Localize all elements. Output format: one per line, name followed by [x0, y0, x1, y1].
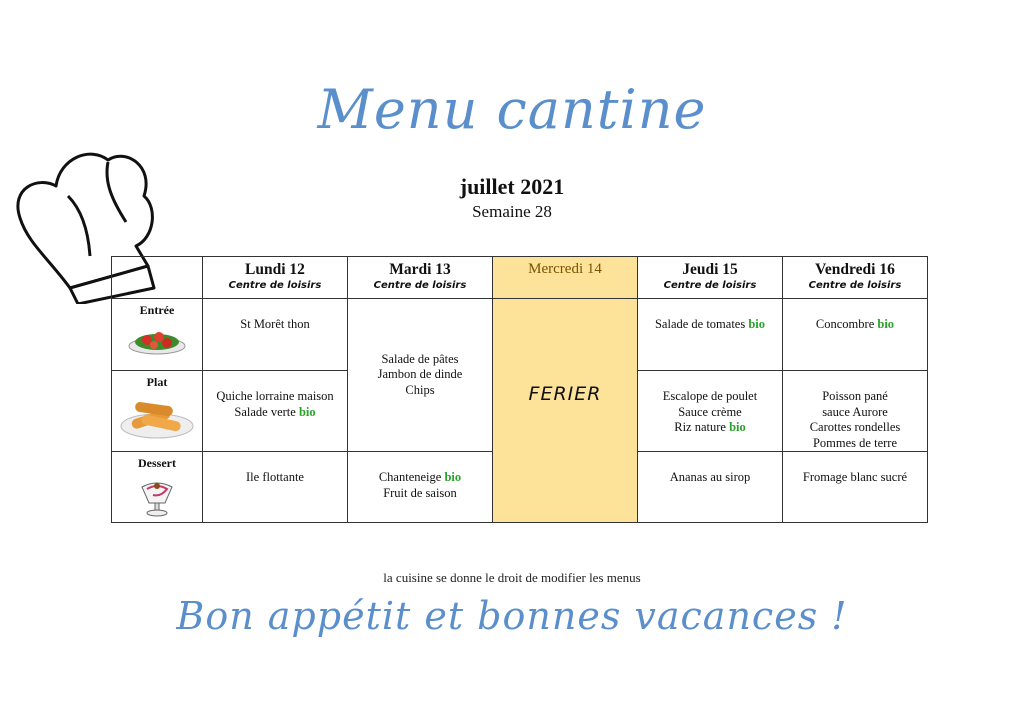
cell-lundi-entree	[203, 299, 348, 371]
day-subtitle: Centre de loisirs	[228, 280, 322, 291]
dish: Salade de pâtes	[381, 351, 459, 366]
day-subtitle: Centre de loisirs	[373, 280, 467, 291]
day-header-jeudi	[638, 257, 783, 299]
cell-jeudi-plat	[638, 371, 783, 452]
holiday-label: FERIER	[528, 383, 602, 405]
dish: sauce Aurore	[822, 404, 888, 419]
day-header-mardi	[348, 257, 493, 299]
dish: Concombre	[815, 317, 875, 331]
dish: Escalope de poulet	[662, 389, 758, 403]
corner-cell	[112, 257, 203, 299]
day-subtitle: Centre de loisirs	[663, 280, 757, 291]
dish: Sauce crème	[678, 404, 742, 419]
dish: Quiche lorraine maison	[216, 389, 334, 403]
cell-lundi-dessert	[203, 452, 348, 523]
category-label: Dessert	[138, 456, 176, 470]
category-label: Entrée	[139, 303, 175, 317]
category-cell-dessert	[112, 452, 203, 523]
dish: Fruit de saison	[383, 485, 457, 500]
cell-vendredi-entree	[783, 299, 928, 371]
menu-table	[111, 256, 928, 523]
day-name: Mercredi 14	[528, 261, 602, 277]
day-subtitle: Centre de loisirs	[808, 280, 902, 291]
dish: Poisson pané	[822, 389, 888, 403]
cell-mercredi-holiday	[493, 299, 638, 523]
day-name: Vendredi 16	[815, 261, 895, 278]
cell-jeudi-dessert	[638, 452, 783, 523]
bio-badge: bio	[877, 317, 895, 331]
page-title: Menu cantine	[317, 78, 707, 141]
fish-sticks-icon	[119, 394, 195, 440]
bio-badge: bio	[748, 317, 766, 331]
cell-mardi-dessert	[348, 452, 493, 523]
month-heading: juillet 2021	[459, 174, 565, 199]
category-cell-plat	[112, 371, 203, 452]
day-header-mercredi	[493, 257, 638, 299]
cell-jeudi-entree	[638, 299, 783, 371]
dish: Salade verte	[234, 404, 296, 419]
cell-lundi-plat	[203, 371, 348, 452]
dish: Ile flottante	[246, 470, 304, 484]
day-name: Mardi 13	[389, 261, 451, 278]
disclaimer-note: la cuisine se donne le droit de modifier les menus	[383, 570, 641, 585]
category-cell-entree	[112, 299, 203, 371]
category-label: Plat	[146, 375, 168, 389]
cell-vendredi-dessert	[783, 452, 928, 523]
dish: Ananas au sirop	[669, 470, 751, 484]
day-name: Lundi 12	[245, 261, 305, 278]
day-header-vendredi	[783, 257, 928, 299]
dish: Chips	[405, 382, 435, 397]
bio-badge: bio	[729, 420, 746, 434]
dish: Chanteneige	[378, 470, 442, 484]
dish: Salade de tomates	[654, 317, 746, 331]
salad-plate-icon	[127, 322, 187, 356]
cell-vendredi-plat	[783, 371, 928, 452]
day-header-lundi	[203, 257, 348, 299]
dish: Jambon de dinde	[377, 367, 463, 382]
dish: Carottes rondelles	[809, 420, 901, 434]
dish: Riz nature	[674, 420, 726, 434]
dish: Pommes de terre	[812, 435, 897, 450]
entree-row	[112, 299, 928, 371]
week-heading: Semaine 28	[472, 202, 552, 221]
bio-badge: bio	[298, 404, 316, 419]
day-name: Jeudi 15	[682, 261, 738, 278]
dish: Fromage blanc sucré	[802, 470, 908, 484]
header-row	[112, 257, 928, 299]
cell-mardi-entree-plat	[348, 299, 493, 452]
bio-badge: bio	[444, 470, 462, 484]
sundae-icon	[137, 475, 177, 519]
dish: St Morêt thon	[240, 317, 310, 331]
farewell-message: Bon appétit et bonnes vacances !	[176, 594, 848, 638]
